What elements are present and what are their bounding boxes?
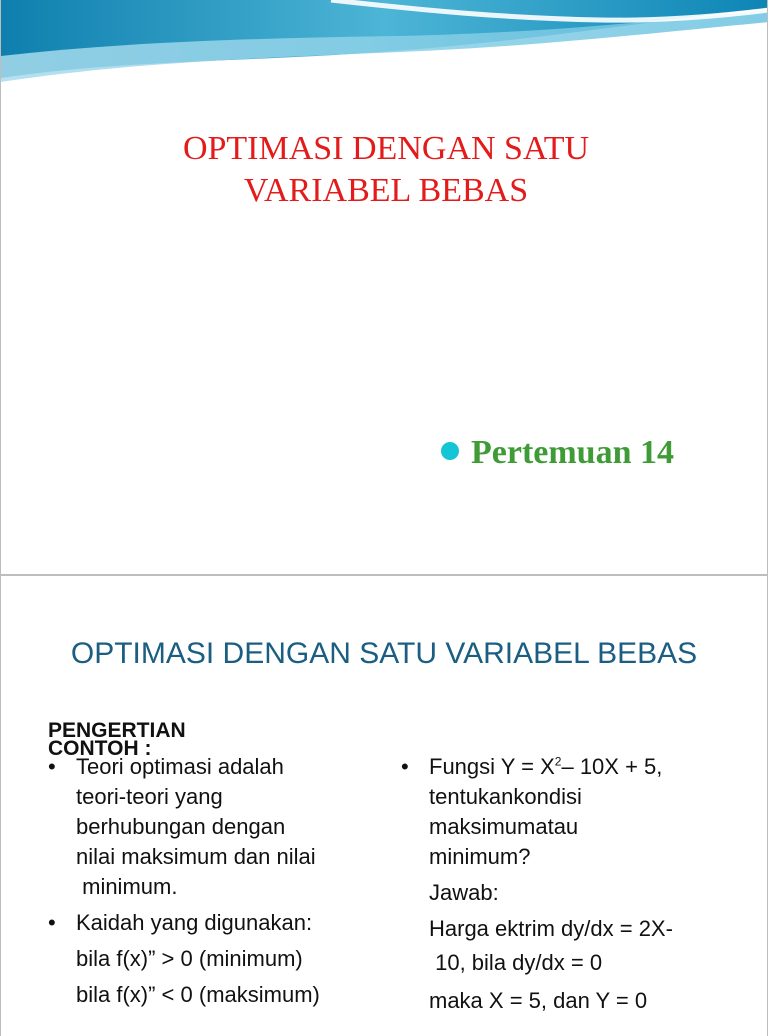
- heading-contoh: CONTOH :: [48, 737, 152, 760]
- definition-line: minimum.: [76, 874, 178, 899]
- heading-pengertian: PENGERTIAN: [48, 719, 186, 742]
- rule-label: Kaidah yang digunakan:: [76, 910, 313, 935]
- bullet-icon: •: [401, 754, 409, 779]
- question-prefix: Fungsi Y = X: [429, 754, 555, 779]
- slide1-subtitle: Pertemuan 14: [471, 434, 675, 471]
- answer-label: Jawab:: [429, 880, 499, 905]
- word-tentukan: tentukan: [429, 784, 514, 809]
- rule-maksimum: bila f(x)” < 0 (maksimum): [76, 982, 320, 1007]
- left-column: [48, 752, 368, 1014]
- question-line4: minimum?: [429, 844, 531, 869]
- bullet-question: [401, 752, 711, 872]
- wave-header-decoration: [1, 0, 768, 90]
- definition-line: berhubungan dengan: [76, 814, 286, 839]
- definition-line: teori-teori yang: [76, 784, 223, 809]
- word-kondisi: kondisi: [513, 784, 582, 809]
- slide1-subtitle-row: [441, 428, 674, 478]
- slide1-title: [61, 128, 711, 212]
- answer-extreme-line1: Harga ektrim dy/dx = 2X-: [429, 916, 673, 941]
- slide1-title-line2: VARIABEL BEBAS: [243, 172, 529, 209]
- exponent: 2: [554, 754, 562, 769]
- bullet-definition: [48, 752, 368, 902]
- slide2-title: OPTIMASI DENGAN SATU VARIABEL BEBAS: [70, 637, 698, 670]
- bullet-icon: •: [48, 754, 56, 779]
- bullet-icon: •: [48, 910, 56, 935]
- definition-line: Teori optimasi adalah: [76, 754, 284, 779]
- content-slide: [0, 575, 768, 1036]
- question-suffix: – 10X + 5,: [561, 754, 663, 779]
- slide1-title-line1: OPTIMASI DENGAN SATU: [182, 130, 590, 167]
- answer-result: maka X = 5, dan Y = 0: [429, 988, 648, 1013]
- question-line2: [429, 782, 711, 812]
- rule-minimum: bila f(x)” > 0 (minimum): [76, 946, 303, 971]
- bullet-rule: [48, 908, 368, 938]
- question-line3: [429, 812, 711, 842]
- definition-line: nilai maksimum dan nilai: [76, 844, 316, 869]
- question-line1: [429, 752, 711, 782]
- word-atau: atau: [535, 814, 579, 839]
- right-column: [401, 752, 711, 1020]
- bullet-dot-icon: [441, 442, 459, 460]
- word-maksimum: maksimum: [429, 814, 536, 839]
- answer-extreme-line2: 10, bila dy/dx = 0: [429, 950, 603, 975]
